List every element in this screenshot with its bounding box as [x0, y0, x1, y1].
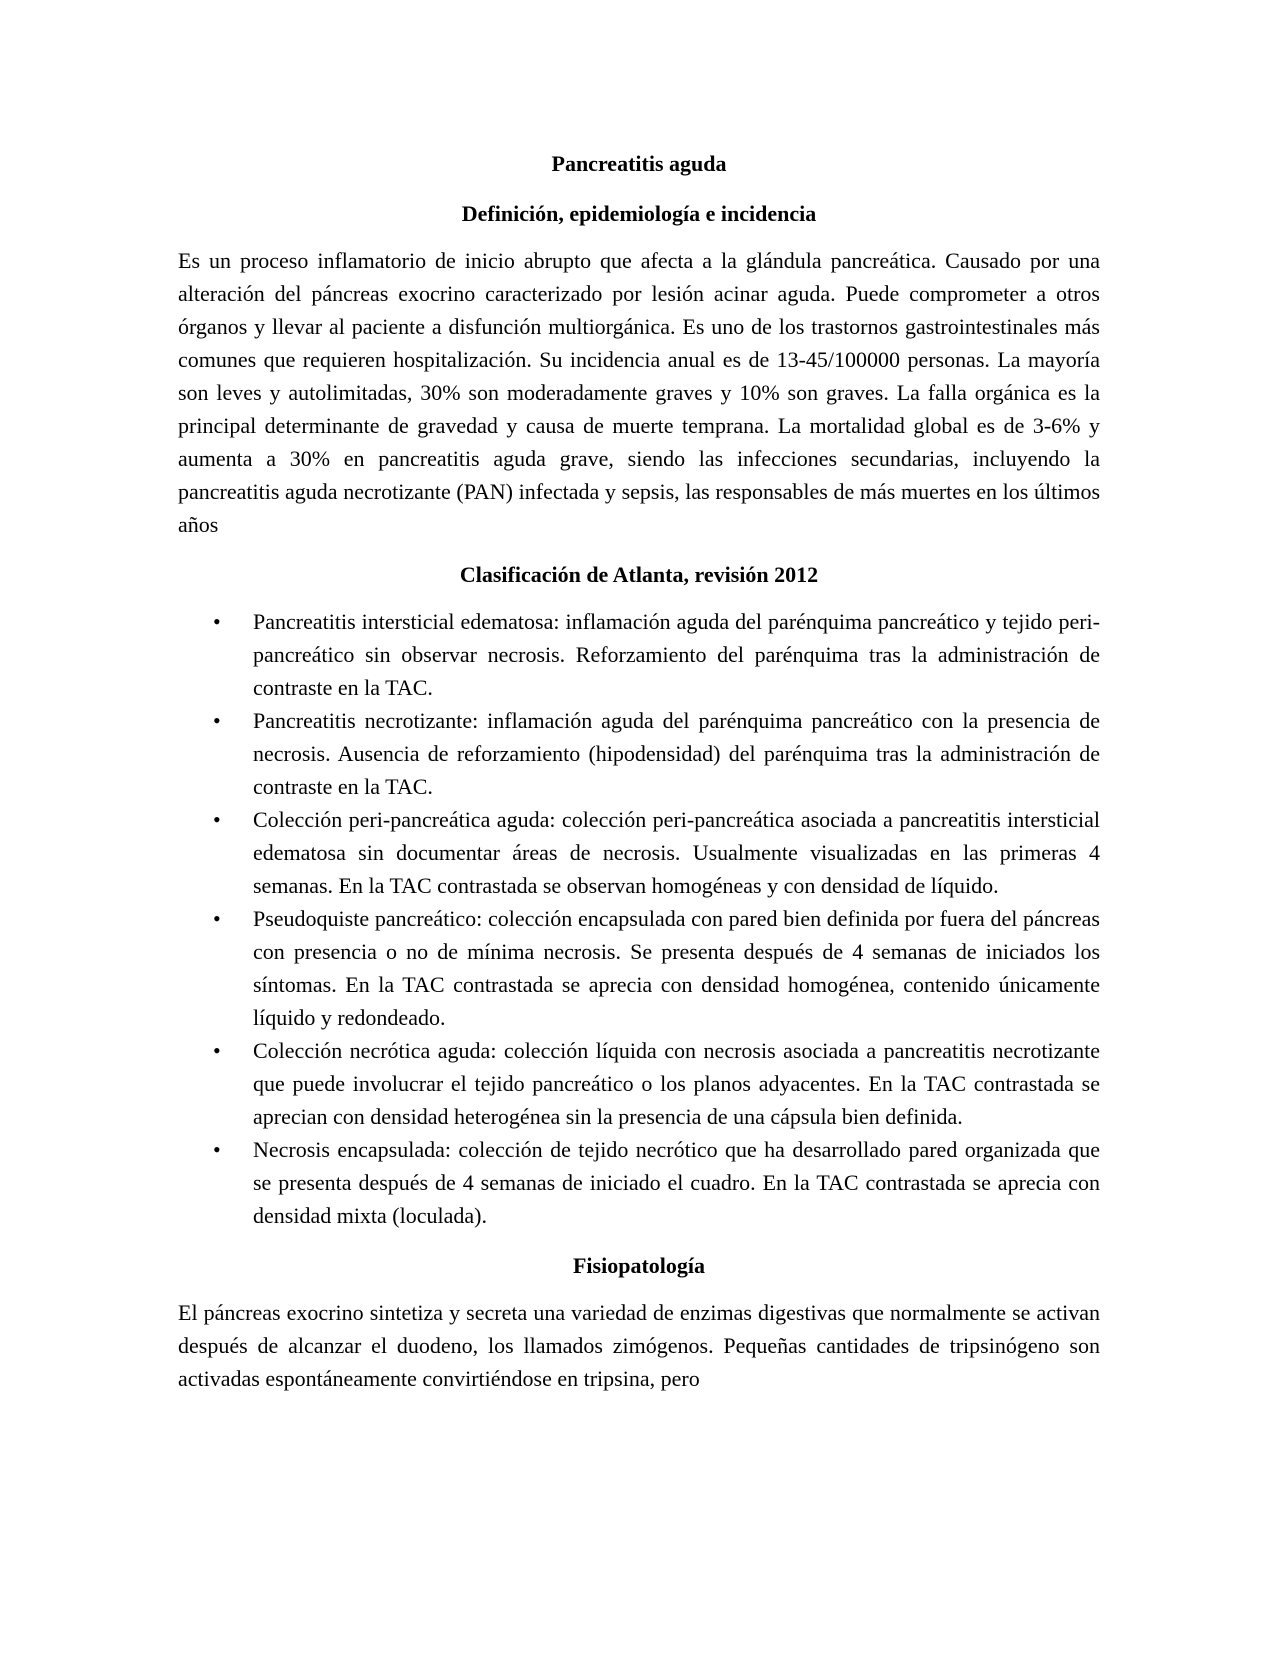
- bullet-icon: •: [213, 609, 221, 634]
- list-item: [178, 1133, 1100, 1232]
- bullet-icon: •: [213, 807, 221, 832]
- clasificacion-list: [178, 605, 1100, 1232]
- bullet-icon: •: [213, 906, 221, 931]
- paragraph-fisiopatologia: El páncreas exocrino sintetiza y secreta una variedad de enzimas digestivas que normalmente se activan después de alcanzar el duodeno, los llamados zimógenos. Pequeñas cantidades de tripsinógeno son activadas espontáneamente convirtiéndose en tripsina, pero: [178, 1300, 1100, 1391]
- list-item: [178, 803, 1100, 902]
- bullet-icon: •: [213, 708, 221, 733]
- list-item-text: Colección peri-pancreática aguda: colección peri-pancreática asociada a pancreatitis intersticial edematosa sin documentar áreas de necrosis. Usualmente visualizadas en las primeras 4 semanas. En la TAC contrastada se observan homogéneas y con densidad de líquido.: [253, 807, 1100, 898]
- list-item-text: Necrosis encapsulada: colección de tejido necrótico que ha desarrollado pared organizada que se presenta después de 4 semanas de iniciado el cuadro. En la TAC contrastada se aprecia con densidad mixta (loculada).: [253, 1137, 1100, 1228]
- list-item-text: Colección necrótica aguda: colección líquida con necrosis asociada a pancreatitis necrotizante que puede involucrar el tejido pancreático o los planos adyacentes. En la TAC contrastada se aprecian con densidad heterogénea sin la presencia de una cápsula bien definida.: [253, 1038, 1100, 1129]
- list-item-text: Pancreatitis necrotizante: inflamación aguda del parénquima pancreático con la presencia de necrosis. Ausencia de reforzamiento (hipodensidad) del parénquima tras la administración de contraste en la TAC.: [253, 708, 1100, 799]
- list-item-text: Pseudoquiste pancreático: colección encapsulada con pared bien definida por fuera del páncreas con presencia o no de mínima necrosis. Se presenta después de 4 semanas de iniciados los síntomas. En la TAC contrastada se aprecia con densidad homogénea, contenido únicamente líquido y redondeado.: [253, 906, 1100, 1030]
- section-heading-clasificacion: Clasificación de Atlanta, revisión 2012: [459, 562, 819, 587]
- document-body: [178, 147, 1100, 1395]
- bullet-icon: •: [213, 1137, 221, 1162]
- list-item: [178, 1034, 1100, 1133]
- list-item-text: Pancreatitis intersticial edematosa: inflamación aguda del parénquima pancreático y tejido peri-pancreático sin observar necrosis. Reforzamiento del parénquima tras la administración de contraste en la TAC.: [253, 609, 1100, 700]
- bullet-icon: •: [213, 1038, 221, 1063]
- document-title: Pancreatitis aguda: [551, 151, 727, 176]
- paragraph-definicion: Es un proceso inflamatorio de inicio abrupto que afecta a la glándula pancreática. Causado por una alteración del páncreas exocrino caracterizado por lesión acinar aguda. Puede comprometer a otros órganos y llevar al paciente a disfunción multiorgánica. Es uno de los trastornos gastrointestinales más comunes que requieren hospitalización. Su incidencia anual es de 13-45/100000 personas. La mayoría son leves y autolimitadas, 30% son moderadamente graves y 10% son graves. La falla orgánica es la principal determinante de gravedad y causa de muerte temprana. La mortalidad global es de 3-6% y aumenta a 30% en pancreatitis aguda grave, siendo las infecciones secundarias, incluyendo la pancreatitis aguda necrotizante (PAN) infectada y sepsis, las responsables de más muertes en los últimos años: [178, 248, 1100, 537]
- section-heading-definicion: Definición, epidemiología e incidencia: [461, 201, 817, 226]
- section-heading-fisiopatologia: Fisiopatología: [572, 1253, 705, 1278]
- list-item: [178, 902, 1100, 1034]
- list-item: [178, 605, 1100, 704]
- list-item: [178, 704, 1100, 803]
